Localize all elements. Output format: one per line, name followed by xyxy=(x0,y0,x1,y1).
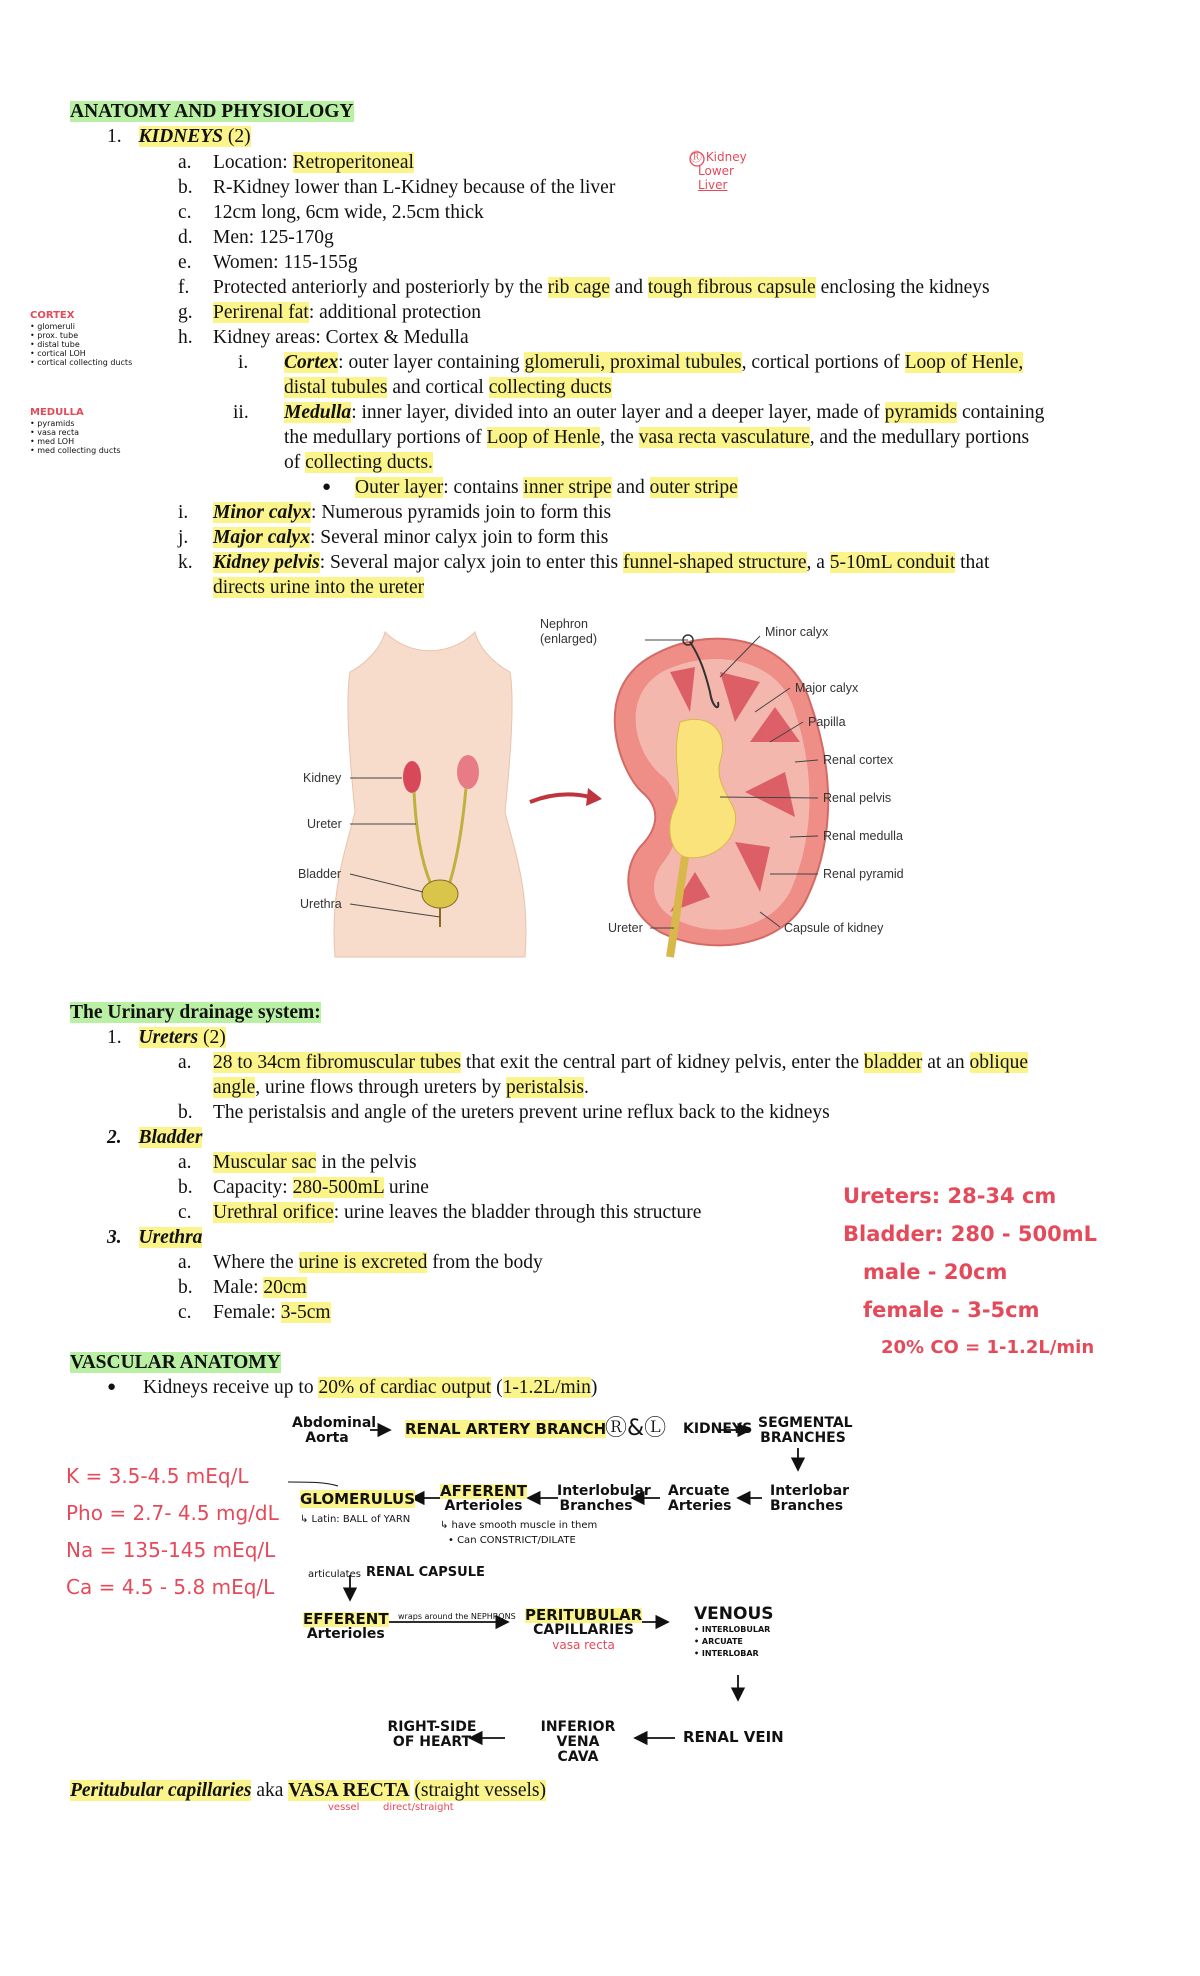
node-venous: VENOUS • INTERLOBULAR • ARCUATE • INTERLOBAR xyxy=(694,1604,774,1658)
node-kidneys: KIDNEYS xyxy=(683,1421,753,1437)
medulla-line-3: of collecting ducts. xyxy=(284,452,433,473)
ureters-a-line-1: 28 to 34cm fibromuscular tubes that exit the central part of kidney pelvis, enter the bladder at an oblique xyxy=(213,1052,1028,1073)
medulla-margin-note: MEDULLA • pyramids • vasa recta • med LOH • med collecting ducts xyxy=(30,407,121,455)
cortex-line-1: Cortex: outer layer containing glomeruli, proximal tubules, cortical portions of Loop of Henle, xyxy=(284,352,1024,373)
kidney-pelvis-line-2: directs urine into the ureter xyxy=(213,577,425,598)
label-renal-cortex: Renal cortex xyxy=(823,753,894,767)
node-renal-capsule: RENAL CAPSULE xyxy=(366,1565,485,1580)
list-marker: a. xyxy=(178,152,192,173)
bladder-b: Capacity: 280-500mL urine xyxy=(213,1177,429,1198)
arrow-icon xyxy=(530,794,590,802)
right-kidney-shape xyxy=(457,755,479,789)
list-item-ureters: 1. Ureters (2) xyxy=(107,1027,226,1048)
list-marker: h. xyxy=(178,327,193,348)
note-vessel: vessel xyxy=(328,1802,360,1813)
list-item-women: Women: 115-155g xyxy=(213,252,358,273)
list-marker: a. xyxy=(178,1152,192,1173)
list-item-kidneys: 1. KIDNEYS (2) xyxy=(107,126,251,147)
bullet: ● xyxy=(322,479,332,495)
list-marker: c. xyxy=(178,1302,192,1323)
list-marker: b. xyxy=(178,177,193,198)
glomerulus-note: ↳ Latin: BALL of YARN xyxy=(300,1514,411,1525)
vascular-cardiac-output: Kidneys receive up to 20% of cardiac output (1-1.2L/min) xyxy=(143,1377,598,1398)
list-marker: a. xyxy=(178,1252,192,1273)
node-efferent-arterioles: EFFERENT Arterioles xyxy=(303,1610,389,1642)
flow-arrows xyxy=(280,1400,880,1770)
left-kidney-shape xyxy=(403,761,421,793)
list-item-bladder: 2. Bladder xyxy=(107,1127,203,1148)
list-marker: b. xyxy=(178,1102,193,1123)
medulla-line-2: the medullary portions of Loop of Henle, the vasa recta vasculature, and the medullary portions xyxy=(284,427,1030,448)
bladder-shape xyxy=(422,880,458,908)
list-marker: f. xyxy=(178,277,190,298)
label-papilla: Papilla xyxy=(808,715,846,729)
list-marker: k. xyxy=(178,552,193,573)
node-r-l-icons: Ⓡ&Ⓛ xyxy=(605,1416,667,1441)
node-renal-vein: RENAL VEIN xyxy=(683,1728,784,1746)
articulates-note: articulates xyxy=(308,1569,361,1580)
node-glomerulus: GLOMERULUS xyxy=(300,1490,415,1508)
label-renal-pelvis: Renal pelvis xyxy=(823,791,892,805)
list-item-major-calyx: Major calyx: Several minor calyx join to form this xyxy=(213,527,609,548)
list-item-areas: Kidney areas: Cortex & Medulla xyxy=(213,327,469,348)
list-item-location: Location: Retroperitoneal xyxy=(213,152,414,173)
list-marker: i. xyxy=(178,502,189,523)
peritubular-vasa-recta-line: Peritubular capillaries aka VASA RECTA (straight vessels) xyxy=(70,1780,546,1801)
red-notes-right: Ureters: 28-34 cm Bladder: 280 - 500mL male - 20cm female - 3-5cm 20% CO = 1-1.2L/min xyxy=(843,1184,1098,1358)
list-marker: ii. xyxy=(233,402,249,423)
node-abdominal-aorta: Abdominal Aorta xyxy=(292,1415,377,1446)
list-marker: a. xyxy=(178,1052,192,1073)
list-marker: i. xyxy=(238,352,249,373)
list-marker: c. xyxy=(178,202,192,223)
list-item-protected: Protected anteriorly and posteriorly by the rib cage and tough fibrous capsule enclosing the kidneys xyxy=(213,277,990,298)
note-direct-straight: direct/straight xyxy=(383,1802,454,1813)
bladder-a: Muscular sac in the pelvis xyxy=(213,1152,417,1173)
list-item-perirenal: Perirenal fat: additional protection xyxy=(213,302,482,323)
label-renal-pyramid: Renal pyramid xyxy=(823,867,904,881)
medulla-outer-layer: Outer layer: contains inner stripe and outer stripe xyxy=(355,477,738,498)
label-nephron: Nephron xyxy=(540,617,588,631)
list-marker: e. xyxy=(178,252,192,273)
urethra-c: Female: 3-5cm xyxy=(213,1302,331,1323)
label-kidney: Kidney xyxy=(303,771,342,785)
label-bladder: Bladder xyxy=(298,867,342,881)
ureters-a-line-2: angle, urine flows through ureters by peristalsis. xyxy=(213,1077,589,1098)
node-segmental-branches: SEGMENTAL BRANCHES xyxy=(758,1415,853,1446)
label-major-calyx: Major calyx xyxy=(795,681,859,695)
ureters-b: The peristalsis and angle of the ureters prevent urine reflux back to the kidneys xyxy=(213,1102,830,1123)
list-item-minor-calyx: Minor calyx: Numerous pyramids join to form this xyxy=(213,502,612,523)
label-ureter-left: Ureter xyxy=(307,817,342,831)
red-notes-electrolytes: K = 3.5-4.5 mEq/L Pho = 2.7- 4.5 mg/dL Na = 135-145 mEq/L Ca = 4.5 - 5.8 mEq/L xyxy=(66,1464,279,1599)
node-right-side-heart: RIGHT-SIDE OF HEART xyxy=(387,1719,477,1750)
list-marker: c. xyxy=(178,1202,192,1223)
label-renal-medulla: Renal medulla xyxy=(823,829,903,843)
bladder-c: Urethral orifice: urine leaves the bladder through this structure xyxy=(213,1202,702,1223)
label-capsule: Capsule of kidney xyxy=(784,921,884,935)
r-kidney-note: Ⓡ Kidney Lower Liver xyxy=(690,150,747,192)
urethra-b: Male: 20cm xyxy=(213,1277,307,1298)
kidney-anatomy-figure xyxy=(290,612,920,972)
node-interlobular-branches: Interlobular Branches xyxy=(557,1483,651,1514)
node-interlobar-branches: Interlobar Branches xyxy=(770,1483,850,1514)
list-item-kidney-pelvis: Kidney pelvis: Several major calyx join to enter this funnel-shaped structure, a 5-10mL conduit that xyxy=(213,552,990,573)
list-item-r-kidney: R-Kidney lower than L-Kidney because of the liver xyxy=(213,177,616,198)
section-heading-anatomy: ANATOMY AND PHYSIOLOGY xyxy=(70,101,354,122)
bullet: ● xyxy=(107,1379,117,1395)
cortex-margin-note: CORTEX • glomeruli • prox. tube • distal tube • cortical LOH • cortical collecting ducts xyxy=(30,310,133,367)
node-afferent-arterioles: AFFERENT Arterioles xyxy=(440,1482,527,1514)
cortex-line-2: distal tubules and cortical collecting ducts xyxy=(284,377,612,398)
list-marker: b. xyxy=(178,1277,193,1298)
label-minor-calyx: Minor calyx xyxy=(765,625,829,639)
list-marker: g. xyxy=(178,302,193,323)
body-silhouette xyxy=(334,632,526,957)
list-item-size: 12cm long, 6cm wide, 2.5cm thick xyxy=(213,202,484,223)
section-heading-vascular: VASCULAR ANATOMY xyxy=(70,1352,281,1373)
list-marker: b. xyxy=(178,1177,193,1198)
list-marker: d. xyxy=(178,227,193,248)
medulla-line-1: Medulla: inner layer, divided into an outer layer and a deeper layer, made of pyramids containing xyxy=(284,402,1045,423)
urethra-a: Where the urine is excreted from the body xyxy=(213,1252,543,1273)
node-inferior-vena-cava: INFERIOR VENA CAVA xyxy=(540,1719,616,1765)
afferent-note: ↳ have smooth muscle in them • Can CONSTRICT/DILATE xyxy=(440,1520,598,1546)
label-urethra: Urethra xyxy=(300,897,342,911)
section-heading-urinary: The Urinary drainage system: xyxy=(70,1002,321,1023)
node-arcuate-arteries: Arcuate Arteries xyxy=(668,1483,732,1514)
node-renal-artery-branch: RENAL ARTERY BRANCH xyxy=(405,1420,607,1438)
label-ureter-right: Ureter xyxy=(608,921,643,935)
label-enlarged: (enlarged) xyxy=(540,632,597,646)
list-item-men: Men: 125-170g xyxy=(213,227,334,248)
node-peritubular-capillaries: PERITUBULAR CAPILLARIES vasa recta xyxy=(525,1606,643,1652)
list-marker: j. xyxy=(178,527,189,548)
wraps-note: wraps around the NEPHRONS xyxy=(398,1612,516,1621)
list-item-urethra: 3. Urethra xyxy=(107,1227,203,1248)
